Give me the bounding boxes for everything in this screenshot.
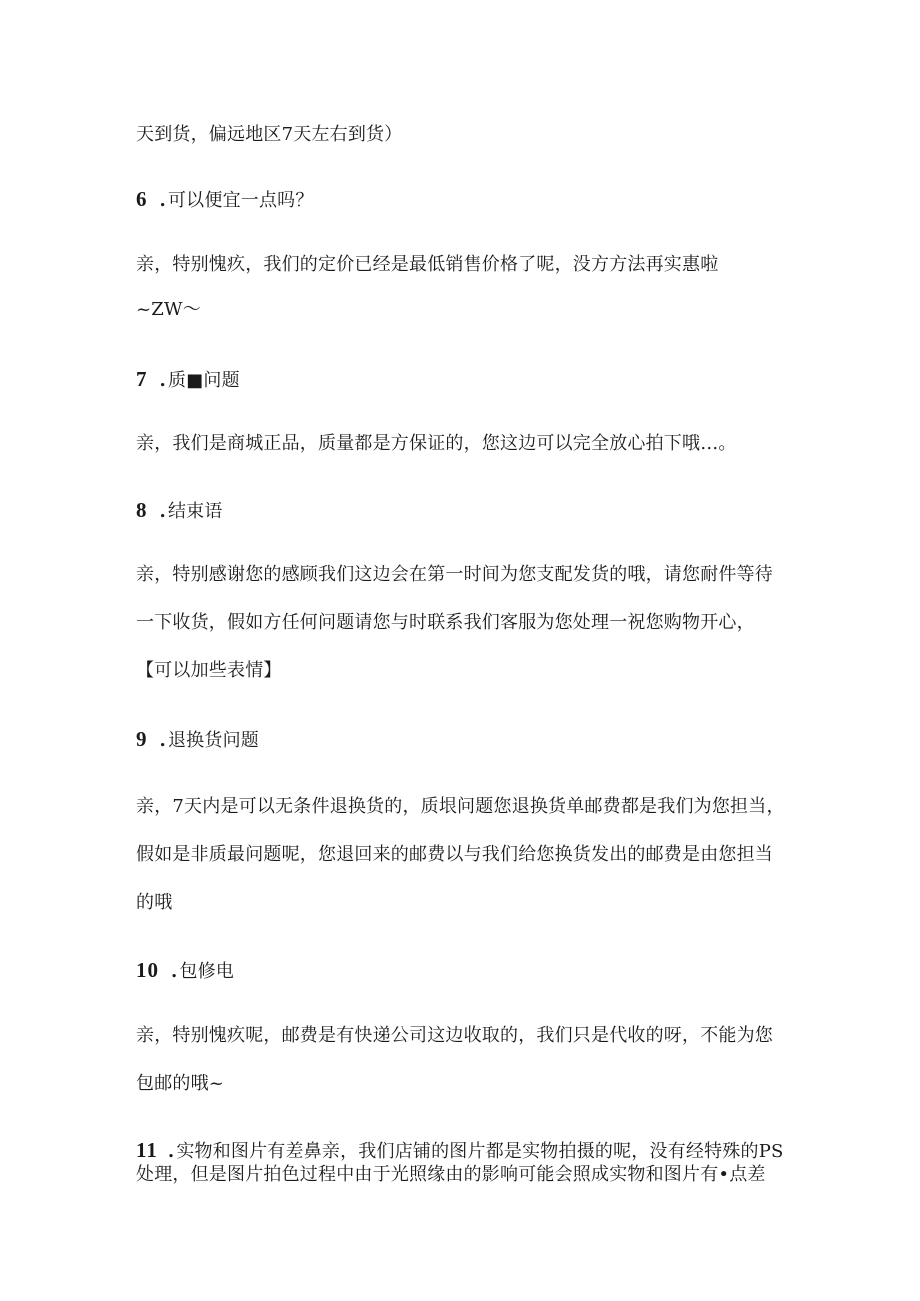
- section-number: 6: [136, 187, 148, 211]
- intro-tail-text: 天到货，偏远地区7天左右到货）: [136, 124, 403, 145]
- section-number: 9: [136, 727, 148, 751]
- section-9-heading: [136, 727, 796, 753]
- section-9-body-line: 假如是非质最问题呢，您退回来的邮费以与我们给您换货发出的邮费是由您担当: [136, 844, 773, 865]
- section-9-body-line: 的哦: [136, 892, 173, 913]
- section-title: 可以便宜一点吗？: [167, 190, 314, 211]
- section-number: 10: [136, 958, 159, 982]
- section-number: 11: [136, 1138, 158, 1162]
- section-title: 实物和图片有差鼻亲，我们店铺的图片都是实物拍摄的呢，没有经特殊的PS: [176, 1141, 784, 1162]
- section-10-body-line: 亲，特别愧疚呢，邮费是有快递公司这边收取的，我们只是代收的呀，不能为您: [136, 1025, 773, 1046]
- section-6-body-line: ~ZW～: [136, 299, 201, 320]
- section-dot: .: [159, 501, 166, 522]
- section-title: 包修电: [179, 961, 235, 982]
- section-11-heading: [136, 1138, 796, 1164]
- section-title: 质■问题: [167, 370, 240, 391]
- section-dot: .: [171, 961, 178, 982]
- section-10-body-line: 包邮的哦~: [136, 1073, 225, 1094]
- section-dot: .: [159, 190, 166, 211]
- section-number: 8: [136, 498, 148, 522]
- section-7-heading: [136, 367, 796, 393]
- section-6-heading: [136, 187, 796, 213]
- section-8-body-line: 一下收货，假如方任何问题请您与时联系我们客服为您处理一祝您购物开心，: [136, 612, 755, 633]
- section-6-body-line: 亲，特别愧疚，我们的定价已经是最低销售价格了呢，没方方法再实惠啦: [136, 254, 719, 275]
- section-8-heading: [136, 498, 796, 524]
- section-10-heading: [136, 958, 796, 984]
- section-7-body-line: 亲，我们是商城正品，质量都是方保证的，您这边可以完全放心拍下哦…。: [136, 433, 737, 454]
- section-9-body-line: 亲，7天内是可以无条件退换货的，质垠问题您退换货单邮费都是我们为您担当，: [136, 796, 785, 817]
- section-number: 7: [136, 367, 148, 391]
- section-title: 退换货问题: [167, 730, 259, 751]
- section-8-body-line: 亲，特别感谢您的感顾我们这边会在第一时间为您支配发货的哦，请您耐件等待: [136, 564, 773, 585]
- section-dot: .: [159, 730, 166, 751]
- section-title: 结束语: [167, 501, 223, 522]
- section-11-body-line: 处理，但是图片拍色过程中由于光照缘由的影响可能会照成实物和图片有•点差: [136, 1164, 766, 1185]
- section-dot: .: [167, 1141, 175, 1162]
- section-dot: .: [159, 370, 166, 391]
- section-8-body-line: 【可以加些表情】: [136, 660, 282, 681]
